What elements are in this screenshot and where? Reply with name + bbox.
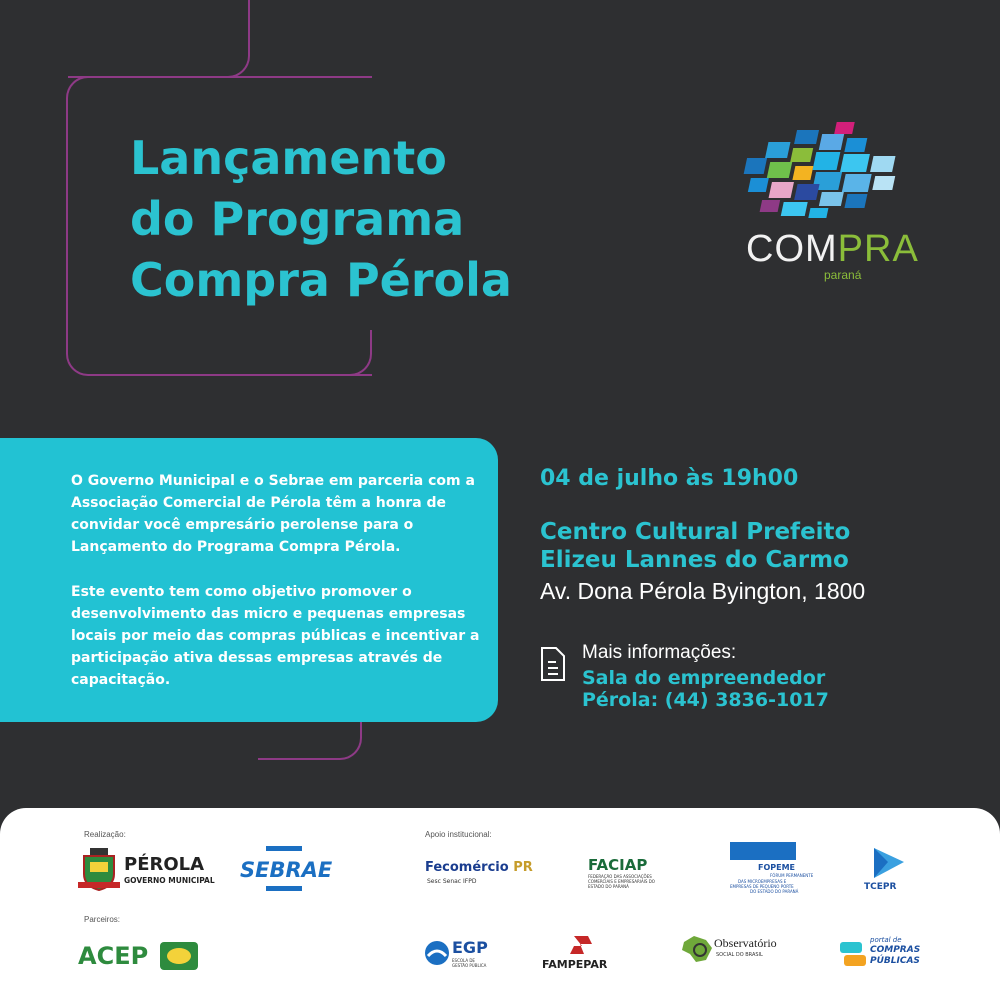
contact-info [582, 667, 829, 711]
perola-name: PÉROLA [124, 854, 205, 875]
acep-emblem-icon [160, 942, 198, 970]
title-line-1: Lançamento [130, 131, 447, 185]
apoio-label: Apoio institucional: [425, 830, 492, 839]
venue-line-1: Centro Cultural Prefeito [540, 519, 851, 545]
fopeme-logo [730, 842, 814, 896]
event-venue [540, 518, 850, 574]
faciap-logo [588, 854, 668, 889]
event-purpose-paragraph: Este evento tem como objetivo promover o desenvolvimento das micro e pequenas empresas locais por meio das compras públicas e incentivar a participação ativa dessas empresas através de capacitação. [71, 584, 480, 688]
page-title [130, 128, 512, 311]
brazil-map-icon [680, 934, 714, 964]
perola-subtitle: GOVERNO MUNICIPAL [124, 876, 215, 885]
fecomercio-pr: PR [513, 860, 533, 875]
fecomercio-logo [425, 852, 533, 888]
brand-name-part: COM [746, 228, 838, 270]
fecomercio-word: Fecomércio [425, 860, 509, 875]
invitation-paragraph: O Governo Municipal e o Sebrae em parceria com a Associação Comercial de Pérola têm a honra de convidar você empresário perolense para o Lançamento do Programa Compra Pérola. [71, 473, 475, 555]
sponsors-footer [0, 808, 1000, 1000]
observatorio-subtitle: SOCIAL DO BRASIL [716, 952, 763, 958]
brand-name-highlight: PRA [837, 228, 919, 270]
portal-compras-logo [840, 936, 924, 976]
egp-wave-icon [424, 938, 450, 968]
faciap-name: FACIAP [588, 856, 648, 874]
brand-subtitle: paraná [824, 268, 862, 282]
faciap-subtitle: FEDERAÇÃO DAS ASSOCIAÇÕES COMERCIAIS E EMPRESARIAIS DO ESTADO DO PARANÁ [588, 874, 655, 889]
perola-coat-of-arms-icon [76, 846, 122, 892]
perola-logo [76, 846, 215, 894]
fopeme-subtitle-3: EMPRESAS DE PEQUENO PORTE [730, 884, 794, 889]
fampepar-name: FAMPEPAR [542, 958, 608, 971]
decorative-frame-line [250, 330, 372, 376]
egp-subtitle-1: ESCOLA DE [452, 958, 475, 963]
observatorio-logo [680, 932, 784, 972]
contact-phone: Pérola: (44) 3836-1017 [582, 689, 829, 711]
decorative-frame-line [68, 0, 250, 78]
fecomercio-name [425, 860, 533, 875]
fopeme-banner [730, 842, 796, 860]
egp-logo [424, 936, 494, 976]
realizacao-label: Realização: [84, 830, 126, 839]
tcepr-triangle-icon [866, 846, 906, 880]
title-line-2: do Programa [130, 192, 465, 246]
sebrae-name: SEBRAE [240, 858, 333, 882]
sebrae-logo [240, 844, 333, 894]
event-date: 04 de julho às 19h00 [540, 466, 799, 491]
fopeme-subtitle-1: FÓRUM PERMANENTE [770, 873, 814, 878]
observatorio-name: Observatório [714, 936, 777, 950]
title-line-3: Compra Pérola [130, 253, 512, 307]
fopeme-name: FOPEME [758, 863, 796, 872]
parceiros-label: Parceiros: [84, 915, 121, 924]
fopeme-subtitle-2: DAS MICROEMPRESAS E [738, 879, 787, 884]
invitation-card [0, 438, 498, 722]
fecomercio-subtitle: Sesc Senac IFPD [427, 878, 477, 885]
more-info-label: Mais informações: [582, 642, 737, 663]
egp-name: EGP [452, 938, 488, 957]
egp-subtitle-2: GESTÃO PÚBLICA [452, 963, 487, 968]
document-icon [540, 646, 566, 682]
tcepr-logo [860, 846, 910, 896]
venue-line-2: Elizeu Lannes do Carmo [540, 547, 849, 573]
contact-line-1: Sala do empreendedor [582, 667, 826, 689]
portal-compras-icon [840, 940, 868, 968]
portal-title-2: PÚBLICAS [870, 956, 920, 966]
acep-name: ACEP [78, 942, 149, 970]
tcepr-name: TCEPR [864, 882, 897, 892]
portal-title-1: COMPRAS [870, 945, 921, 955]
fampepar-logo [540, 934, 624, 974]
compra-brand-wordmark [746, 228, 919, 271]
portal-small: portal de [870, 936, 902, 944]
acep-logo [78, 940, 204, 974]
event-address: Av. Dona Pérola Byington, 1800 [540, 578, 866, 604]
fampepar-emblem-icon [568, 934, 594, 956]
fopeme-subtitle-4: DO ESTADO DO PARANÁ [750, 889, 799, 894]
